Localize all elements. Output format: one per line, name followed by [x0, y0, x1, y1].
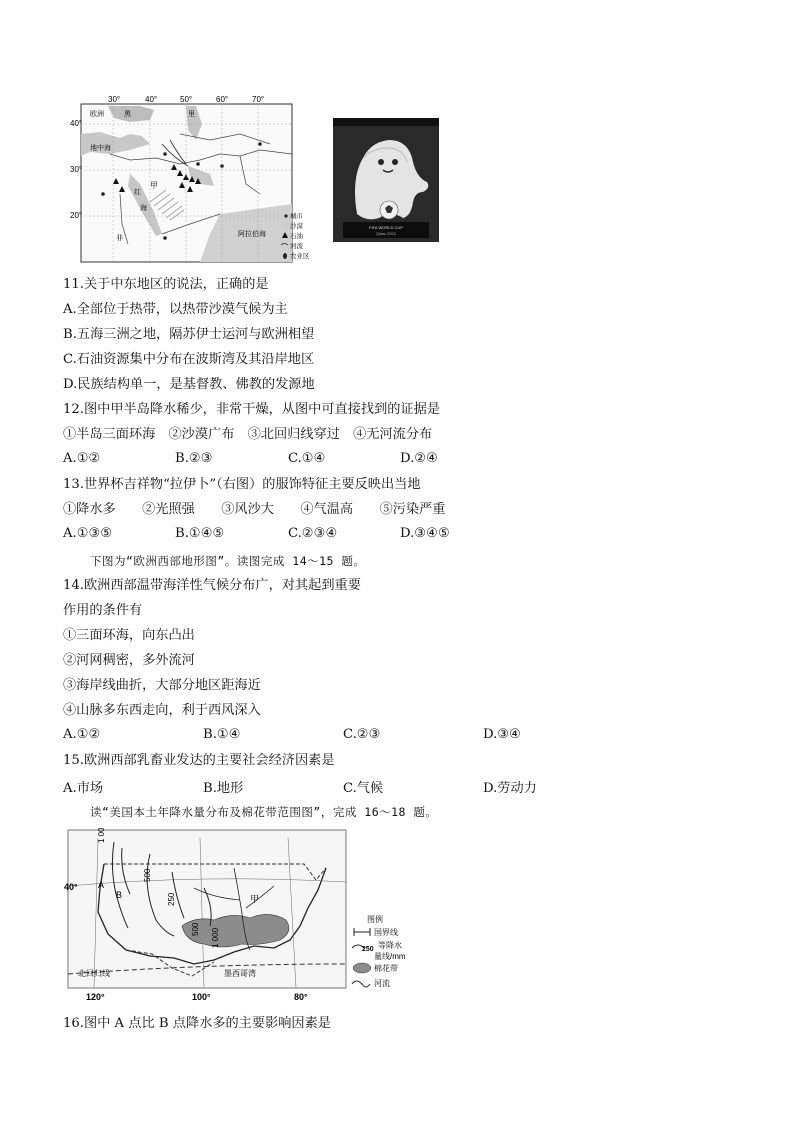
- usa-precip-map: [64, 828, 430, 1004]
- legend-title: 图例: [367, 915, 383, 924]
- middle-east-map: [70, 94, 313, 266]
- q13-option-d[interactable]: D.③④⑤: [400, 526, 450, 541]
- tropic-label: 北回归线: [78, 969, 110, 978]
- place-label: 欧洲: [90, 111, 104, 118]
- point-a: A: [98, 880, 105, 890]
- q12-option-c[interactable]: C.①④: [288, 451, 326, 466]
- q14-option-c[interactable]: C.②③: [343, 727, 381, 742]
- mascot-sub: Qatar 2022: [375, 231, 397, 236]
- q11-option-c[interactable]: C.石油资源集中分布在波斯湾及其沿岸地区: [63, 352, 315, 367]
- lon-label: 40°: [145, 95, 158, 104]
- q12-items: ①半岛三面环海 ②沙漠广布 ③北回归线穿过 ④无河流分布: [63, 427, 433, 442]
- legend-cotton: 棉花带: [374, 964, 398, 973]
- q14-item: ④山脉多东西走向，利于西风深入: [63, 703, 261, 718]
- place-label: 地中海: [90, 145, 111, 152]
- q14-option-d[interactable]: D.③④: [483, 727, 521, 742]
- point-b: B: [116, 890, 123, 900]
- lon-label: 60°: [216, 95, 229, 104]
- legend-river: 河流: [290, 243, 303, 250]
- lon-label: 30°: [108, 95, 121, 104]
- q13-option-b[interactable]: B.①④⑤: [175, 526, 225, 541]
- place-label: 红: [134, 189, 141, 196]
- place-label: 阿拉伯海: [238, 231, 266, 238]
- q11-option-b[interactable]: B.五海三洲之地，隔苏伊士运河与欧洲相望: [63, 327, 315, 342]
- q14-stem: 14.欧洲西部温带海洋性气候分布广，对其起到重要: [63, 578, 361, 593]
- q11-option-d[interactable]: D.民族结构单一，是基督教、佛教的发源地: [63, 377, 315, 392]
- legend-isohyet-unit: 量线/mm: [374, 952, 406, 961]
- place-label: 甲: [150, 181, 158, 190]
- q12-stem: 12.图中甲半岛降水稀少，非常干燥，从图中可直接找到的证据是: [63, 402, 441, 417]
- iso-label: 1 000: [97, 828, 106, 843]
- q13-stem: 13.世界杯吉祥物“拉伊卜”（右图）的服饰特征主要反映出当地: [63, 477, 421, 492]
- legend-isohyet: 等降水: [378, 941, 402, 950]
- iso-label: 1 000: [211, 927, 220, 948]
- lat-label: 30°: [70, 165, 83, 174]
- lon-label: 50°: [180, 95, 193, 104]
- legend-river: 河流: [374, 979, 390, 988]
- q12-option-d[interactable]: D.②④: [400, 451, 438, 466]
- q15-stem: 15.欧洲西部乳畜业发达的主要社会经济因素是: [63, 753, 335, 768]
- place-label: 海: [140, 205, 147, 212]
- lon-label: 80°: [294, 992, 308, 1002]
- q15-option-b[interactable]: B.地形: [203, 781, 244, 796]
- iso-label: 500: [191, 922, 200, 936]
- legend-iso-value: 250: [362, 946, 374, 953]
- intro-europe: 下图为“欧洲西部地形图”。读图完成 14～15 题。: [90, 554, 366, 568]
- legend-border: 国界线: [374, 928, 398, 937]
- q14-item: ②河网稠密，多外流河: [63, 653, 195, 668]
- q12-option-a[interactable]: A.①②: [63, 451, 101, 466]
- iso-label: 500: [143, 868, 152, 882]
- q15-option-d[interactable]: D.劳动力: [483, 781, 537, 796]
- intro-usa: 读“美国本土年降水量分布及棉花带范围图”，完成 16～18 题。: [90, 805, 438, 819]
- q14-option-a[interactable]: A.①②: [63, 727, 101, 742]
- mascot-image: [333, 118, 439, 242]
- place-label: 里: [188, 111, 195, 118]
- q16-stem: 16.图中 A 点比 B 点降水多的主要影响因素是: [63, 1016, 331, 1031]
- q13-option-a[interactable]: A.①③⑤: [63, 526, 113, 541]
- q14-option-b[interactable]: B.①④: [203, 727, 241, 742]
- gulf-label: 墨西哥湾: [224, 969, 256, 978]
- q14-stem-cont: 作用的条件有: [63, 603, 143, 618]
- mascot-caption: FIFA WORLD CUP: [369, 225, 403, 230]
- legend-city: 城市: [290, 213, 303, 220]
- lat-label: 40°: [70, 119, 83, 128]
- place-label: 非: [116, 235, 123, 242]
- q15-option-a[interactable]: A.市场: [63, 781, 104, 796]
- q11-option-a[interactable]: A.全部位于热带，以热带沙漠气候为主: [63, 302, 288, 317]
- legend-agri: 农业区: [290, 253, 310, 260]
- lon-label: 120°: [86, 992, 105, 1002]
- legend-desert: 沙漠: [290, 223, 303, 230]
- point-jia: 甲: [250, 894, 260, 904]
- q11-stem: 11.关于中东地区的说法，正确的是: [63, 277, 269, 292]
- q13-items: ①降水多 ②光照强 ③风沙大 ④气温高 ⑤污染严重: [63, 502, 446, 517]
- q13-option-c[interactable]: C.②③④: [288, 526, 338, 541]
- lat-label: 40°: [64, 882, 78, 892]
- q14-item: ③海岸线曲折，大部分地区距海近: [63, 678, 261, 693]
- legend-oil: 石油: [290, 233, 303, 240]
- place-label: 黑: [124, 111, 131, 118]
- iso-label: 250: [167, 892, 176, 906]
- q12-option-b[interactable]: B.②③: [175, 451, 213, 466]
- q15-option-c[interactable]: C.气候: [343, 781, 384, 796]
- lon-label: 100°: [192, 992, 211, 1002]
- lat-label: 20°: [70, 211, 83, 220]
- lon-label: 70°: [252, 95, 265, 104]
- q14-item: ①三面环海，向东凸出: [63, 628, 195, 643]
